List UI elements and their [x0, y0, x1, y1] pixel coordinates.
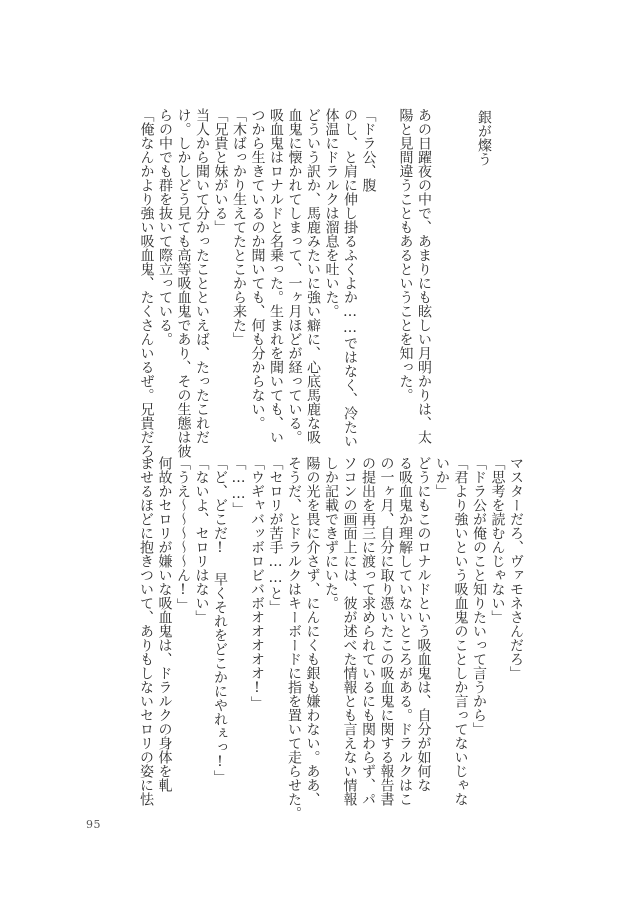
text-line: け。しかしどう見ても高等吸血鬼であり、その生態は彼 — [175, 108, 192, 458]
text-line: 「俺なんかより強い吸血鬼、たくさんいるぜ。兄貴だろ、 — [138, 108, 155, 472]
chapter-title: 銀が燦う — [476, 110, 492, 166]
text-block-bottom — [137, 456, 526, 820]
text-line: 「思考を読むんじゃない」 — [489, 456, 506, 624]
text-line: 血鬼に懐かれてしまって、一ヶ月ほどが経っている。 — [286, 108, 303, 444]
page-number: 95 — [86, 818, 101, 831]
text-line: 「君より強いという吸血鬼のことしか言ってないじゃな — [452, 456, 469, 806]
text-line: つから生きているのか聞いても、何も分からない。 — [249, 108, 266, 430]
text-line: 「ウギャバッボロビバボオオオオオ!」 — [249, 456, 265, 710]
text-line: 「ドラ公、腹 — [360, 108, 377, 192]
text-line: ませるほどに抱きついて、ありもしないセロリの姿に怯 — [138, 456, 154, 806]
text-line — [378, 108, 397, 472]
text-line: る吸血鬼か理解していないところがある。ドラルクはこ — [397, 456, 413, 806]
text-line: のし、と肩に伸し掛るふくよか……ではなく、冷たい — [342, 108, 358, 448]
text-line: の提出を再三に渡って求められているにも関わらず、パ — [360, 456, 376, 806]
text-line: 陽の光を畏に介さず、にんにくも銀も嫌わない。ああ、 — [304, 456, 321, 806]
text-line: 「兄貴と妹がいる」 — [212, 108, 229, 234]
text-line: そうだ、とドラルクはキーボードに指を置いて走らせた。 — [286, 456, 302, 820]
text-line: 当人から聞いて分かったことといえば、たったこれだ — [194, 108, 210, 444]
text-line: あの日躍夜の中で、あまりにも眩しい月明かりは、太 — [416, 108, 432, 444]
text-line: 「うえ〜〜〜〜〜ん!」 — [175, 456, 191, 612]
text-line: 「ドラ公が俺のこと知りたいって言うから」 — [471, 456, 487, 736]
text-line: しか記載できずにいた。 — [323, 456, 339, 610]
text-line: らの中でも群を抜いて際立っている。 — [157, 108, 173, 346]
text-line: の一ヶ月、自分に取り憑いたこの吸血鬼に関する報告書 — [378, 456, 395, 806]
text-line: 体温にドラルクは溜息を吐いた。 — [323, 108, 340, 318]
text-line: どういう訳か、馬鹿みたいに強い癖に、心底馬鹿な吸 — [305, 108, 321, 444]
text-line: 陽と見間違うこともあるということを知った。 — [397, 108, 414, 402]
text-block-top — [137, 108, 433, 472]
text-line: 「ど、どこだ! 早くそれをどこかにやれぇっ!」 — [212, 456, 228, 784]
text-line: マスターだろ、ヴァモネさんだろ」 — [508, 456, 524, 680]
text-line: 吸血鬼はロナルドと名乗った。生まれを聞いても、い — [268, 108, 284, 444]
text-line: 「木ばっかり生えてたとこから来た」 — [231, 108, 247, 346]
text-line: 「ないよ、セロリはない」 — [193, 456, 210, 624]
text-line: 「……」 — [230, 456, 247, 516]
text-line: どうにもこのロナルドという吸血鬼は、自分が如何な — [415, 456, 432, 792]
text-line: 「セロリが苦手……と」 — [267, 456, 284, 614]
text-line: 何故かセロリが嫌いな吸血鬼は、ドラルクの身体を軋 — [156, 456, 173, 792]
text-line: ソコンの画面上には、彼が述べた情報とも言えない情報 — [341, 456, 358, 806]
text-line: いか」 — [434, 456, 450, 498]
